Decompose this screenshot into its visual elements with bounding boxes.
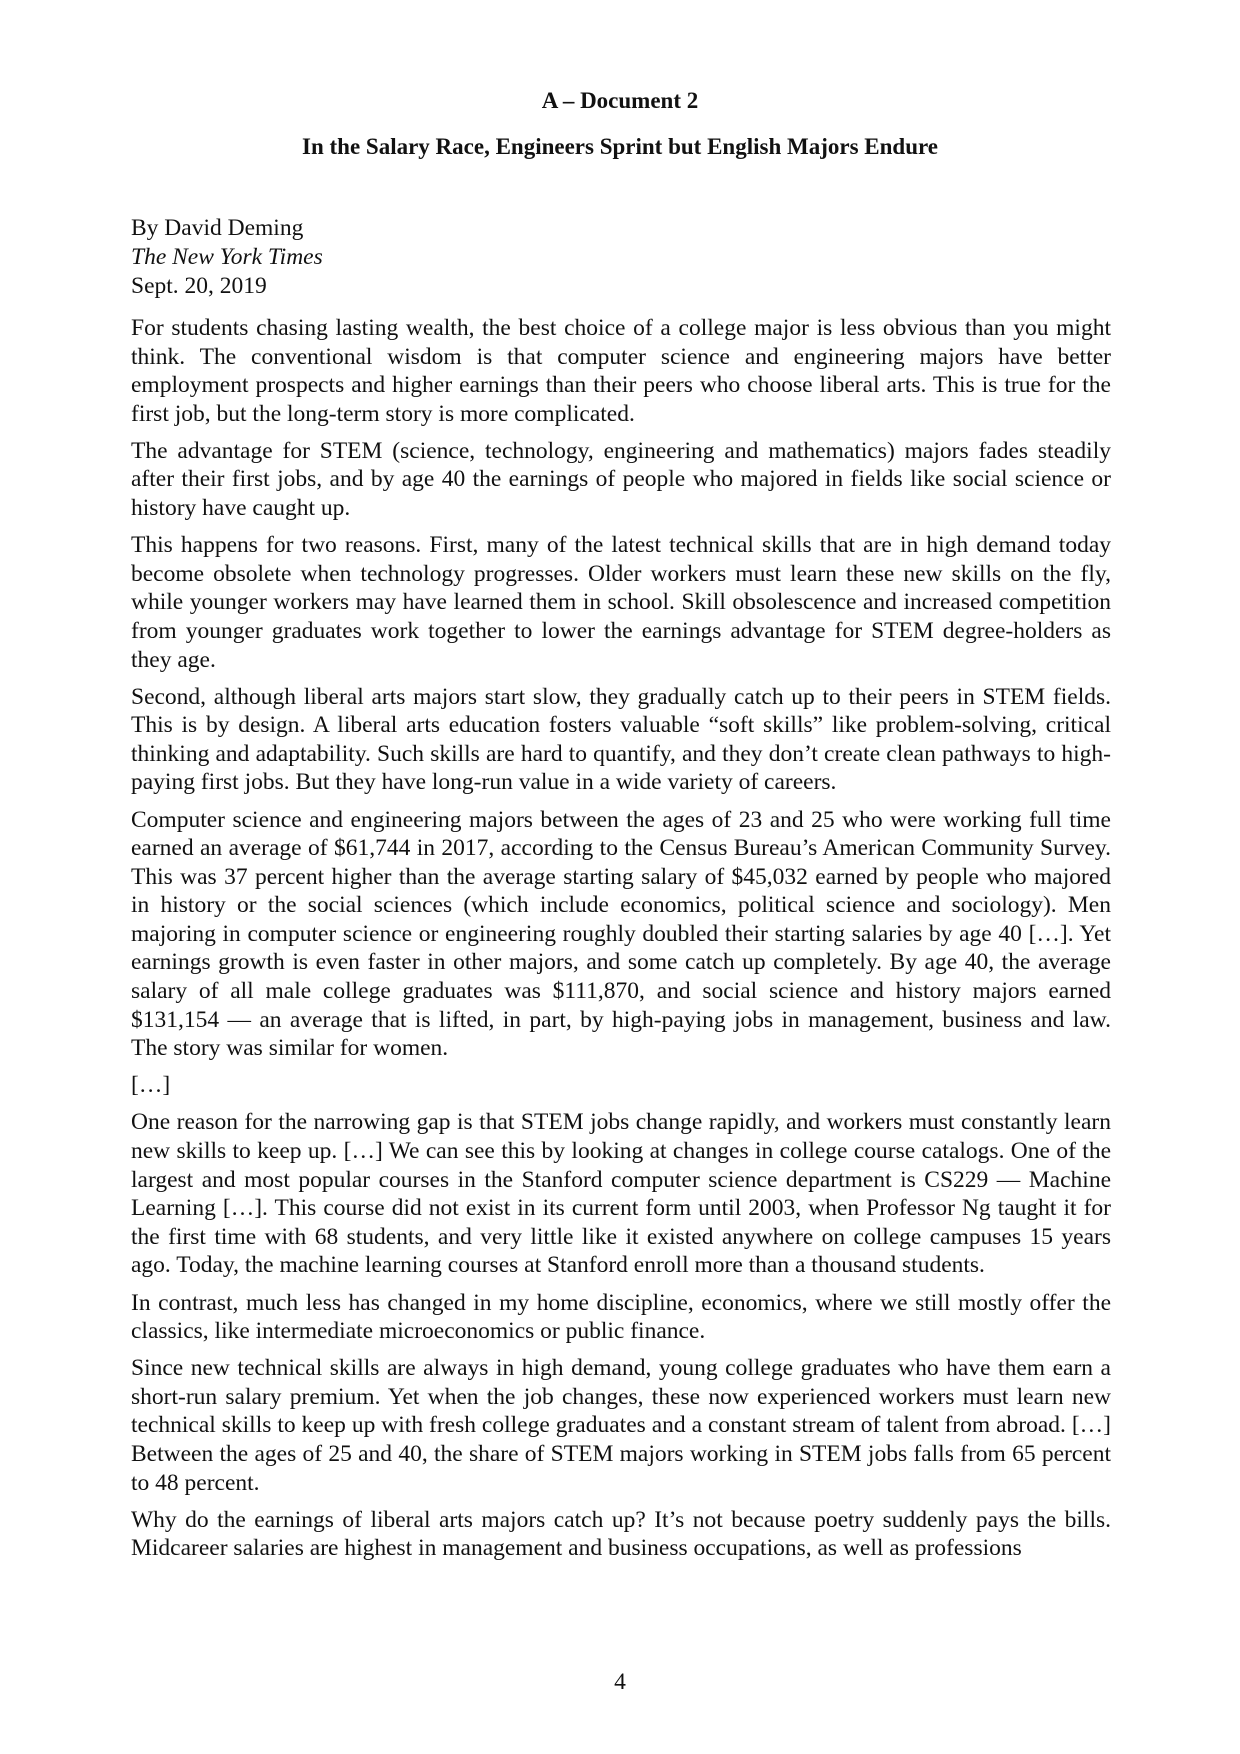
document-label: A – Document 2: [541, 88, 699, 113]
paragraph: Why do the earnings of liberal arts majors catch up? It’s not because poetry suddenly pays the bills. Midcareer salaries are highest in management and business occupations, as well as professions: [131, 1506, 1111, 1562]
ellipsis-paragraph: […]: [131, 1072, 171, 1099]
paragraph: Computer science and engineering majors between the ages of 23 and 25 who were working full time earned an average of $61,744 in 2017, according to the Census Bureau’s American Community Survey. This was 37 percent higher than the average starting salary of $45,032 earned by people who majored in history or the social sciences (which include economics, political science and sociology). Men majoring in computer science or engineering roughly doubled their starting salaries by age 40 […]. Yet earnings growth is even faster in other majors, and some catch up completely. By age 40, the average salary of all male college graduates was $111,870, and social science and history majors earned $131,154 — an average that is lifted, in part, by high-paying jobs in management, business and law. The story was similar for women.: [131, 806, 1111, 1062]
publication-date: Sept. 20, 2019: [131, 273, 267, 299]
paragraph: For students chasing lasting wealth, the best choice of a college major is less obvious than you might think. The conventional wisdom is that computer science and engineering majors have better employment prospects and higher earnings than their peers who choose liberal arts. This is true for the first job, but the long-term story is more complicated.: [131, 315, 1111, 427]
paragraph: In contrast, much less has changed in my home discipline, economics, where we still mostly offer the classics, like intermediate microeconomics or public finance.: [131, 1289, 1111, 1345]
paragraph: Second, although liberal arts majors start slow, they gradually catch up to their peers in STEM fields. This is by design. A liberal arts education fosters valuable “soft skills” like problem-solving, critical thinking and adaptability. Such skills are hard to quantify, and they don’t create clean pathways to high-paying first jobs. But they have long-run value in a wide variety of careers.: [131, 683, 1111, 796]
article-title: In the Salary Race, Engineers Sprint but English Majors Endure: [302, 134, 938, 159]
article-body: [131, 314, 1111, 1571]
publication-name: The New York Times: [131, 244, 323, 270]
paragraph: Since new technical skills are always in high demand, young college graduates who have them earn a short-run salary premium. Yet when the job changes, these now experienced workers must learn new technical skills to keep up with fresh college graduates and a constant stream of talent from abroad. […] Between the ages of 25 and 40, the share of STEM majors working in STEM jobs falls from 65 percent to 48 percent.: [131, 1355, 1111, 1496]
author-line: By David Deming: [131, 215, 304, 241]
paragraph: The advantage for STEM (science, technology, engineering and mathematics) majors fades steadily after their first jobs, and by age 40 the earnings of people who majored in fields like social science or history have caught up.: [131, 437, 1111, 522]
paragraph: This happens for two reasons. First, many of the latest technical skills that are in high demand today become obsolete when technology progresses. Older workers must learn these new skills on the fly, while younger workers may have learned them in school. Skill obsolescence and increased competition from younger graduates work together to lower the earnings advantage for STEM degree-holders as they age.: [131, 532, 1111, 673]
paragraph: One reason for the narrowing gap is that STEM jobs change rapidly, and workers must constantly learn new skills to keep up. […] We can see this by looking at changes in college course catalogs. One of the largest and most popular courses in the Stanford computer science department is CS229 — Machine Learning […]. This course did not exist in its current form until 2003, when Professor Ng taught it for the first time with 68 students, and very little like it existed anywhere on college campuses 15 years ago. Today, the machine learning courses at Stanford enroll more than a thousand students.: [131, 1109, 1111, 1279]
page-number: 4: [614, 1669, 626, 1695]
byline: [131, 214, 1111, 301]
